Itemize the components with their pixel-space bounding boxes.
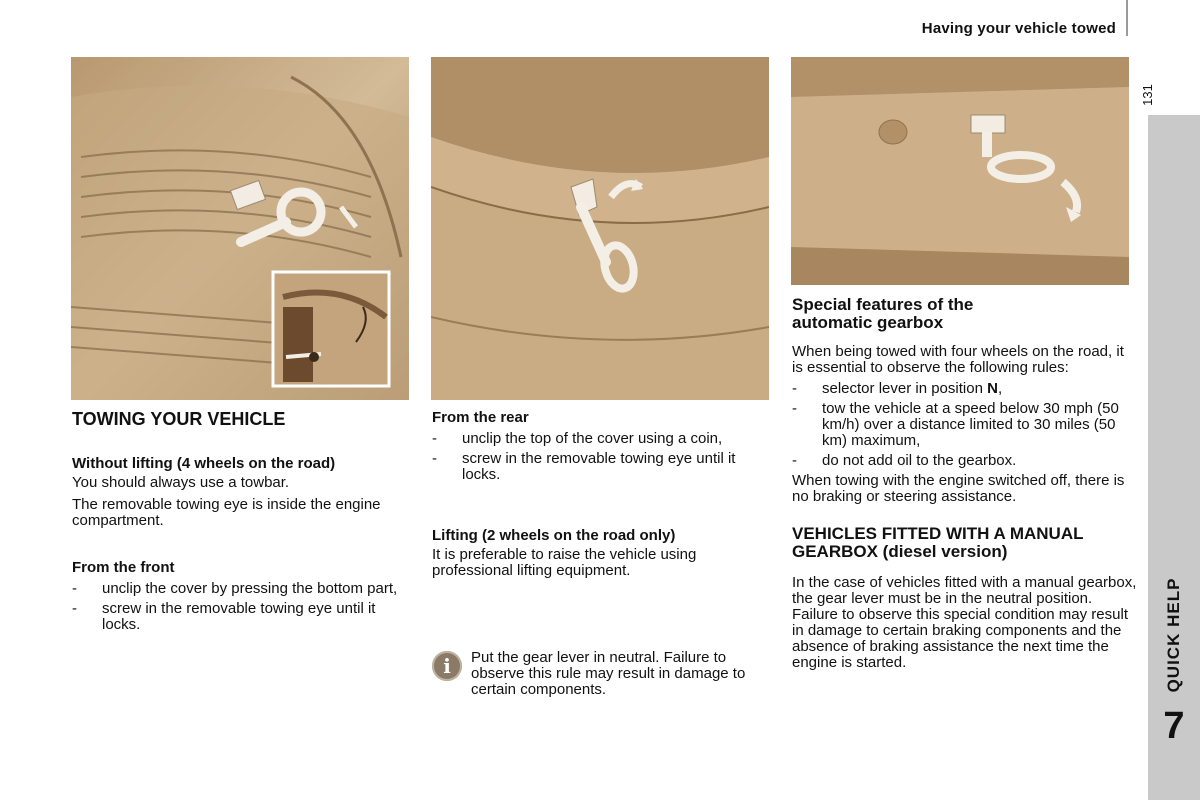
rear-towing-illustration [431,57,769,400]
page-header-title: Having your vehicle towed [921,20,1116,37]
column-3 [792,296,1137,671]
towbar-paragraph: You should always use a towbar. [72,474,290,491]
from-front-heading: From the front [72,559,175,576]
front-bullet-1: - unclip the cover by pressing the bottom part, [72,580,398,597]
page-number: 131 [1140,84,1155,106]
rear-bullet-1: - unclip the top of the cover using a coin, [432,430,723,447]
auto-bullet-3-text: do not add oil to the gearbox. [822,452,1017,469]
towing-eye-location-paragraph: The removable towing eye is inside the engine compartment. [72,496,381,529]
rear-bullet-2: - screw in the removable towing eye until it locks. [432,450,736,483]
rear-bullet-2-text: screw in the removable towing eye until it locks. [462,450,736,483]
column-2 [432,409,767,579]
special-intro: When being towed with four wheels on the road, it is essential to observe the following rules: [792,343,1124,376]
from-rear-heading: From the rear [432,409,529,426]
special-features-heading: Special features of the automatic gearbox [792,295,974,332]
side-tab-text: QUICK HELP [1164,577,1183,693]
auto-gearbox-illustration [791,57,1129,285]
manual-gearbox-paragraph: In the case of vehicles fitted with a manual gearbox, the gear lever must be in the neutral position. Failure to observe this special condition may result in damage to certain braking components and the absence of braking assistance the next time the engine is started. [792,574,1137,671]
special-outro: When towing with the engine switched off, there is no braking or steering assistance. [792,472,1125,505]
auto-bullet-1-text: selector lever in position [822,380,988,397]
chapter-number: 7 [1163,705,1185,747]
auto-bullet-2-text: tow the vehicle at a speed below 30 mph (50 km/h) over a distance limited to 30 miles (50 km) maximum, [822,400,1119,449]
manual-gearbox-heading: VEHICLES FITTED WITH A MANUAL GEARBOX (diesel version) [792,524,1084,561]
info-note: Put the gear lever in neutral. Failure to observe this rule may result in damage to certain components. [471,649,746,698]
without-lifting-heading: Without lifting (4 wheels on the road) [72,455,336,472]
rear-bullet-1-text: unclip the top of the cover using a coin, [462,430,723,447]
lifting-paragraph: It is preferable to raise the vehicle using professional lifting equipment. [432,546,697,579]
auto-bullet-1-bold: N [987,380,998,397]
header-divider [1126,0,1128,36]
column-1 [72,409,412,633]
info-icon: i [432,651,462,681]
front-bullet-1-text: unclip the cover by pressing the bottom part, [102,580,398,597]
auto-bullet-1: - selector lever in position N, [792,380,1003,397]
lifting-heading: Lifting (2 wheels on the road only) [432,527,676,544]
auto-bullet-2: - tow the vehicle at a speed below 30 mph (50 km/h) over a distance limited to 30 miles (50 km) maximum, [792,400,1119,449]
auto-bullet-3: - do not add oil to the gearbox. [792,452,1017,469]
front-towing-illustration [71,57,409,400]
towing-heading: TOWING YOUR VEHICLE [72,409,286,429]
front-bullet-2: - screw in the removable towing eye until it locks. [72,600,376,633]
side-tab-label [1148,560,1200,710]
front-bullet-2-text: screw in the removable towing eye until it locks. [102,600,376,633]
auto-bullet-1-tail: , [997,380,1003,397]
